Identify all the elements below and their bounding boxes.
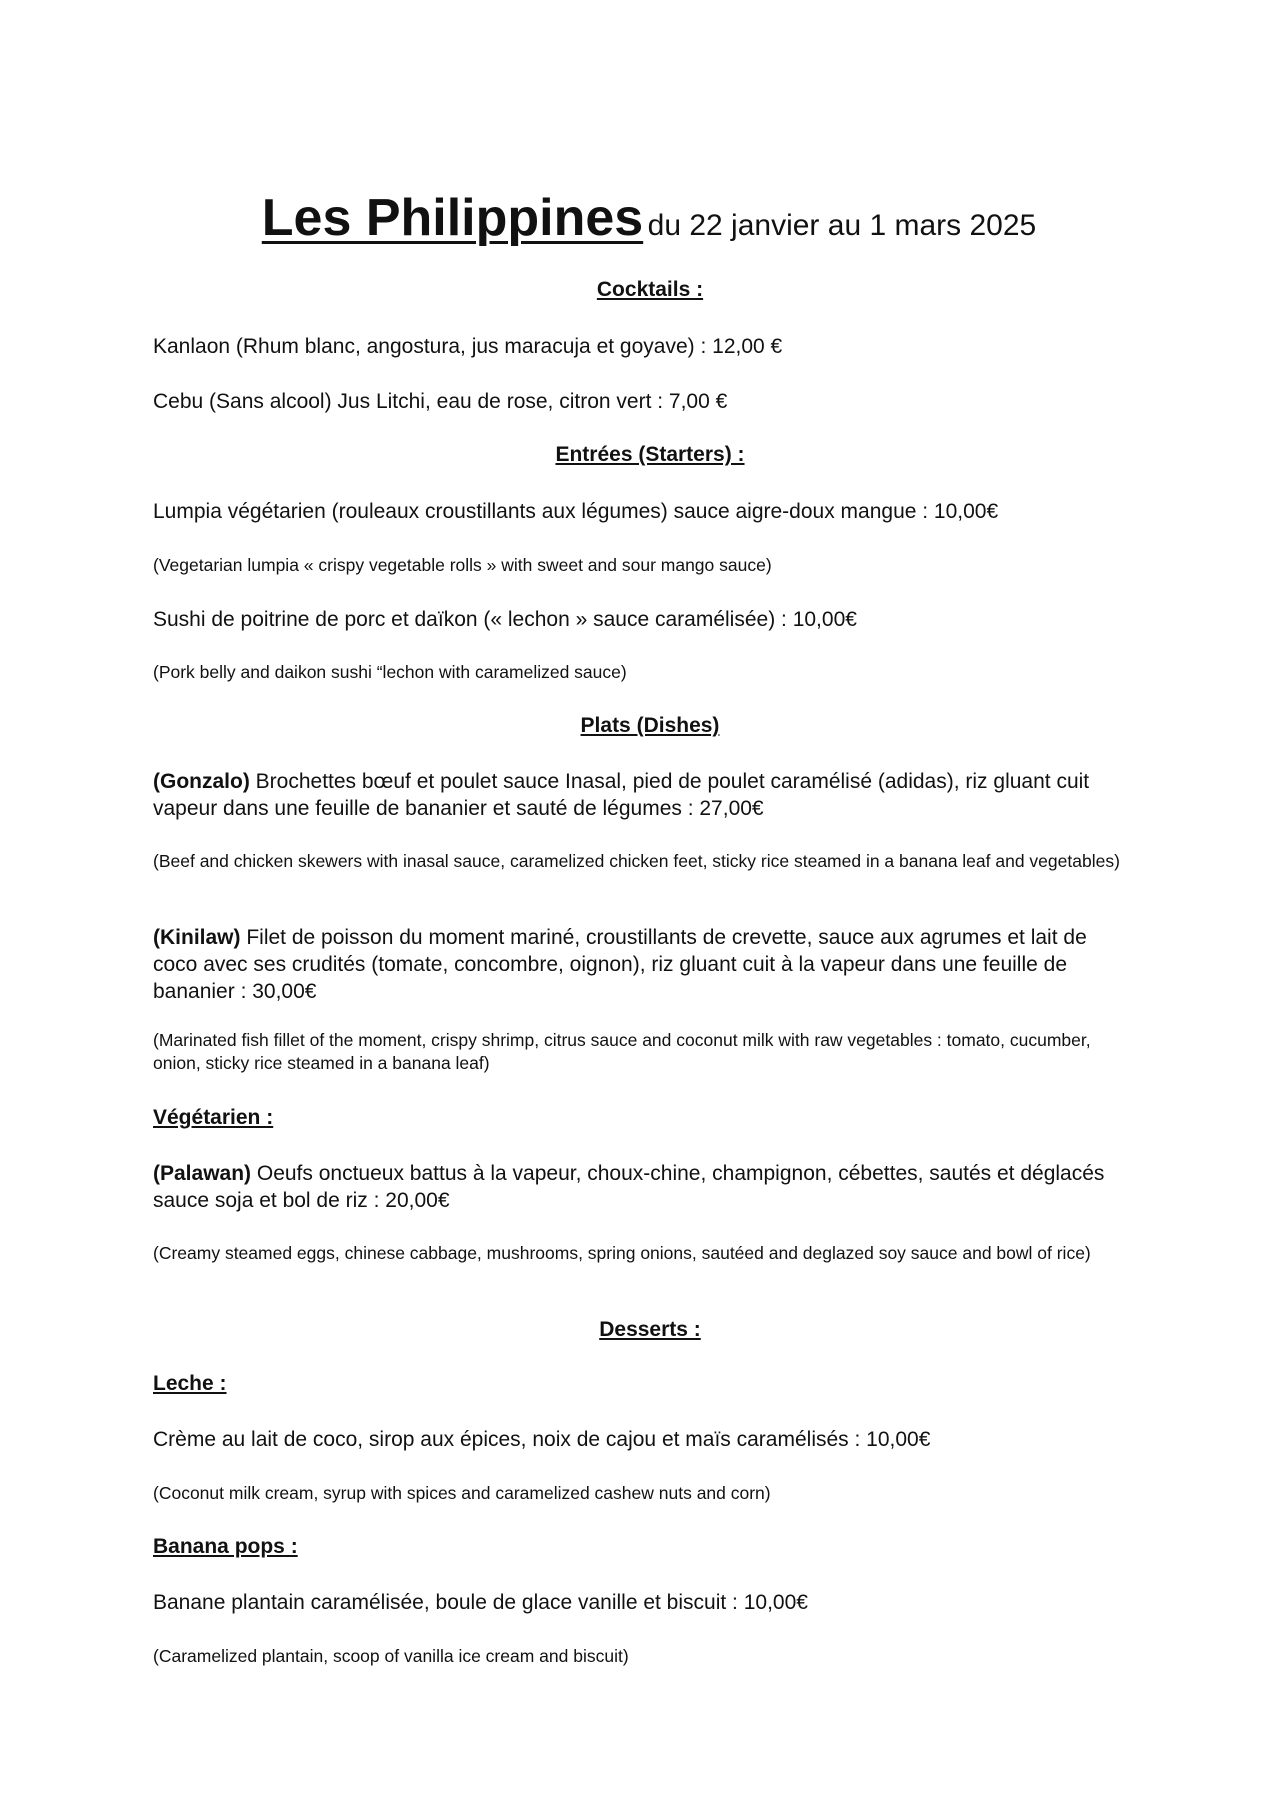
page-title: [0, 188, 1280, 248]
desserts-heading: Desserts :: [599, 1318, 701, 1341]
vegetarian-item-fr: [153, 1160, 1133, 1214]
vegetarian-item-en: (Creamy steamed eggs, chinese cabbage, mushrooms, spring onions, sautéed and deglazed soy sauce and bowl of rice): [153, 1243, 1091, 1263]
cocktails-heading: Cocktails :: [596, 278, 704, 301]
cocktail-item: Cebu (Sans alcool) Jus Litchi, eau de rose, citron vert : 7,00 €: [153, 390, 728, 413]
dish-item-fr: [153, 768, 1133, 822]
starter-item-fr: Lumpia végétarien (rouleaux croustillants aux légumes) sauce aigre-doux mangue : 10,00€: [153, 500, 999, 523]
dish-name: (Gonzalo): [153, 770, 250, 793]
dish-name: (Palawan): [153, 1162, 252, 1185]
title-dates: du 22 janvier au 1 mars 2025: [647, 209, 1037, 242]
dishes-heading: Plats (Dishes): [580, 714, 720, 737]
dish-item-en: (Marinated fish fillet of the moment, crispy shrimp, citrus sauce and coconut milk with raw vegetables : tomato, cucumber, onion, sticky rice steamed in a banana leaf): [153, 1030, 1091, 1073]
dessert-item-en: (Caramelized plantain, scoop of vanilla ice cream and biscuit): [153, 1646, 629, 1666]
starter-item-en: (Pork belly and daikon sushi “lechon with caramelized sauce): [153, 662, 627, 682]
cocktail-item: Kanlaon (Rhum blanc, angostura, jus maracuja et goyave) : 12,00 €: [153, 335, 783, 358]
dish-name: (Kinilaw): [153, 926, 241, 949]
dish-item-en: (Beef and chicken skewers with inasal sauce, caramelized chicken feet, sticky rice steamed in a banana leaf and vegetables): [153, 851, 1120, 871]
starters-heading: Entrées (Starters) :: [555, 443, 745, 466]
dessert-item-fr: Crème au lait de coco, sirop aux épices, noix de cajou et maïs caramélisés : 10,00€: [153, 1428, 931, 1451]
dessert-name: Leche :: [153, 1372, 227, 1395]
dessert-item-en: (Coconut milk cream, syrup with spices and caramelized cashew nuts and corn): [153, 1483, 771, 1503]
starter-item-fr: Sushi de poitrine de porc et daïkon (« lechon » sauce caramélisée) : 10,00€: [153, 608, 857, 631]
dessert-item-fr: Banane plantain caramélisée, boule de glace vanille et biscuit : 10,00€: [153, 1591, 808, 1614]
vegetarian-heading: Végétarien :: [153, 1106, 274, 1129]
starter-item-en: (Vegetarian lumpia « crispy vegetable rolls » with sweet and sour mango sauce): [153, 555, 772, 575]
dessert-name: Banana pops :: [153, 1535, 298, 1558]
dish-description: Brochettes bœuf et poulet sauce Inasal, pied de poulet caramélisé (adidas), riz gluant cuit vapeur dans une feuille de bananier et sauté de légumes : 27,00€: [153, 770, 1090, 820]
title-main: Les Philippines: [261, 189, 644, 247]
dish-description: Oeufs onctueux battus à la vapeur, choux-chine, champignon, cébettes, sautés et déglacés sauce soja et bol de riz : 20,00€: [153, 1162, 1105, 1212]
dish-item-fr: [153, 924, 1133, 1005]
dish-description: Filet de poisson du moment mariné, croustillants de crevette, sauce aux agrumes et lait de coco avec ses crudités (tomate, concombre, oignon), riz gluant cuit à la vapeur dans une feuille de bananier : 30,00€: [153, 926, 1087, 1003]
